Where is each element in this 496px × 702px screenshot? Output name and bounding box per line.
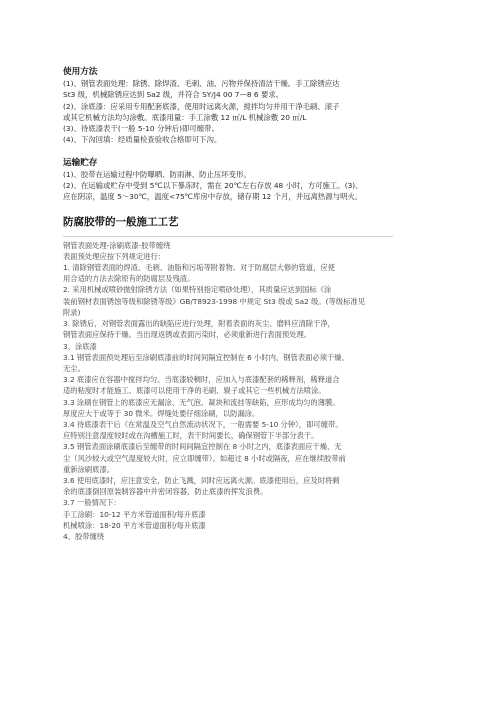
text-line: 3.7 一般情况下： [63,498,121,508]
text-line: 3. 除锈后，对钢管表面露出的缺陷应进行处理，附着表面的灰尘、磨料应清除干净， [63,319,335,329]
text-line: 3.5 钢管表面涂刷底漆后至缠带的时间间隔宜控制在 8 小时之内，底漆表面应干燥、无 [63,442,342,452]
text-line: 手工涂刷：10-12 平方米管道面积/每升底漆 [63,509,206,519]
text-line: 尘（风沙较大或空气湿度较大时，应立即缠带）。如超过 8 小时或隔夜，应在继续胶带前 [63,453,346,463]
text-line: 重新涂刷底漆。 [63,464,115,474]
text-line: 装前钢材表面锈蚀等级和除锈等级》GB/T8923-1998 中规定 St3 级或 Sa2 级。(等级标准见 [63,296,365,306]
usage-paragraph [63,78,433,146]
text-line: (2)、在运输或贮存中受到 5℃以下暴冻时，需在 20℃左右存放 48 小时，方可施工。(3)、 [63,181,363,191]
text-line: 3.2 底漆应在容器中搅拌均匀。当底漆较稠时，应加入与底漆配套的稀释剂，稀释道合 [63,375,340,385]
text-line: 3.4 待底漆表干后（在常温及空气自然流动状况下，一般需要 5-10 分钟），即可缠带。 [63,419,343,429]
text-line: (3)、待底漆表干(一般 5-10 分钟后)即可缠带。 [63,124,219,134]
text-line: (4)、下沟回填：经质量检查验收合格即可下沟。 [63,135,222,145]
process-paragraph [63,240,433,542]
transport-paragraph [63,169,433,203]
text-line: 1. 清除钢管表面的焊渣、毛刺、油脂和污垢等附着物。对于防腐层大修的管道，应使 [63,263,335,273]
section-divider [63,236,393,237]
section-title-transport: 运输贮存 [63,157,98,168]
text-line: 钢管表面处理-涂刷底漆-胶带缠绕 [63,240,171,250]
text-line: 应特别注意湿度较时或在沟槽施工时，表干时间要长，确保钢管下半部分表干。 [63,431,319,441]
text-line: 适的粘度时才能施工。底漆可以使用干净的毛刷、辊子或其它一些机械方法喷涂。 [63,386,326,396]
text-line: 钢管表面应保持干燥。当出现返锈或表面污染时，必须重新进行表面预处理。 [63,330,312,340]
text-line: 余的底漆倒回原装制容器中并密闭容器，防止底漆的挥发浪费。 [63,487,268,497]
text-line: 3、涂底漆 [63,341,97,351]
text-line: 用合适的方法去除原有的防腐层及残渣。 [63,274,195,284]
section-title-process: 防腐胶带的一般施工工艺 [63,215,179,228]
text-line: 应在阴凉，温度 5～30℃，温度<75℃库房中存放，储存期 12 个月，并远离热源与明火。 [63,192,363,202]
section-title-usage: 使用方法 [63,67,98,77]
text-line: 4、胶带缠绕 [63,531,105,541]
text-line: 2. 采用机械或喷砂抛射除锈方法（如果特别指定喷砂处理），其质量应达到国标《涂 [63,285,332,295]
text-line: 3.3 涂刷在钢管上的底漆应无漏涂、无气泡、凝块和流挂等缺陷，应形成均匀的薄膜。 [63,397,340,407]
text-line: (2)、涂底漆：应采用专用配套底漆，使用时远离火源，搅拌均匀并用干净毛刷、滚子 [63,101,340,111]
text-line: 无尘。 [63,363,85,373]
text-line: 附录) [63,307,81,317]
text-line: 表面预处理应按下列规定进行： [63,251,166,261]
text-line: St3 级，机械除锈应达到 Sa2 级，并符合 SY/J4 00 7—8 6 要求。 [63,90,284,100]
text-line: (1)、钢管表面处理：除锈、除焊渣、毛刺、油、污物并保持清洁干燥。手工除锈应达 [63,79,340,88]
text-line: 机械喷涂：18-20 平方米管道面积/每升底漆 [63,520,206,530]
text-line: 厚度应大于或等于 30 微米。焊缝处要仔细涂刷，以防漏涂。 [63,408,260,418]
text-line: 或其它机械方法均匀涂敷。底漆用量：手工涂敷 12 ㎡/L 机械涂敷 20 ㎡/L [63,112,307,122]
text-line: 3.6 使用底漆时，应注意安全，防止飞溅，同时应远离火源。底漆使用后，应及时将剩 [63,475,340,485]
text-line: (1)、胶带在运输过程中防曝晒、防雨淋、防止压坏变形。 [63,169,251,179]
document-content [63,66,433,542]
text-line: 3.1 钢管表面预处理后至涂刷底漆前的时间间隔宜控制在 6 小时内，钢管表面必须干燥、 [63,352,349,362]
